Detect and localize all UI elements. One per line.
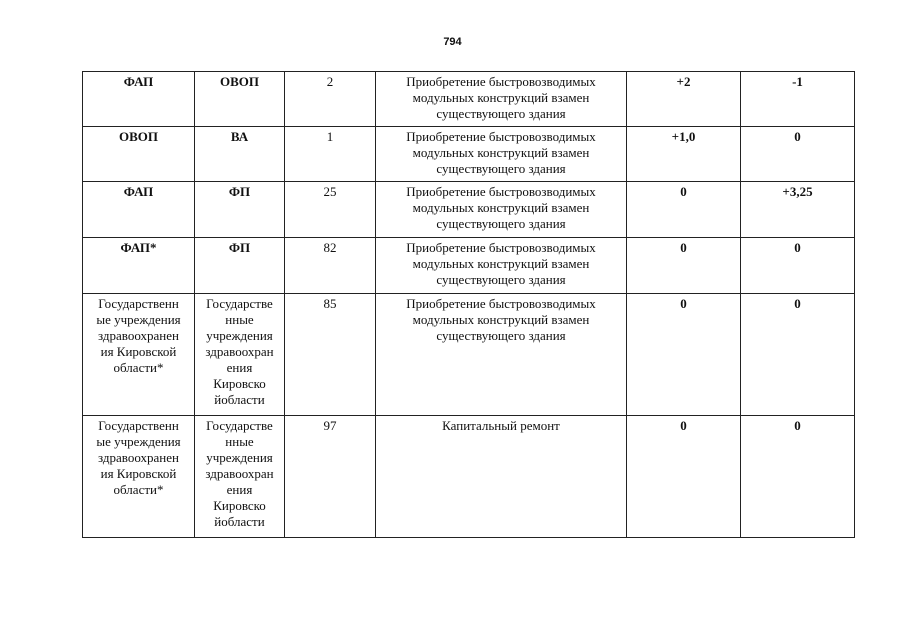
- value-1-cell: 0: [627, 238, 741, 294]
- value-2-cell: 0: [741, 294, 855, 416]
- action-text: Приобретение быстровозводимых модульных конструкций взамен существующего здания: [406, 129, 596, 176]
- to-cell: ВА: [195, 127, 285, 182]
- value-1-cell: 0: [627, 182, 741, 238]
- number-cell: 97: [285, 416, 376, 538]
- to-cell: ФП: [195, 238, 285, 294]
- value-1-cell: 0: [627, 294, 741, 416]
- from-cell: ФАП: [83, 72, 195, 127]
- value-1-cell: +2: [627, 72, 741, 127]
- number-cell: 82: [285, 238, 376, 294]
- value-2-cell: -1: [741, 72, 855, 127]
- number-cell: 25: [285, 182, 376, 238]
- action-cell: [376, 127, 627, 182]
- value-2-cell: 0: [741, 416, 855, 538]
- table-row: [83, 127, 855, 182]
- action-text: Приобретение быстровозводимых модульных конструкций взамен существующего здания: [406, 74, 596, 121]
- page-number: 794: [443, 36, 462, 48]
- table-row: [83, 238, 855, 294]
- action-text: Приобретение быстровозводимых модульных конструкций взамен существующего здания: [406, 184, 596, 231]
- number-cell: 1: [285, 127, 376, 182]
- from-cell: ФАП: [83, 182, 195, 238]
- table-row: [83, 182, 855, 238]
- value-2-cell: +3,25: [741, 182, 855, 238]
- action-cell: [376, 416, 627, 538]
- to-cell: ФП: [195, 182, 285, 238]
- action-text: Приобретение быстровозводимых модульных конструкций взамен существующего здания: [406, 296, 596, 343]
- value-1-cell: +1,0: [627, 127, 741, 182]
- value-1-cell: 0: [627, 416, 741, 538]
- from-text: Государственн ые учреждения здравоохранен ия Кировской области*: [96, 296, 181, 375]
- action-cell: [376, 294, 627, 416]
- restructuring-table: [82, 71, 855, 538]
- number-cell: 2: [285, 72, 376, 127]
- action-text: Приобретение быстровозводимых модульных конструкций взамен существующего здания: [406, 240, 596, 287]
- action-cell: [376, 238, 627, 294]
- from-cell: ФАП*: [83, 238, 195, 294]
- action-cell: [376, 182, 627, 238]
- to-text: Государстве нные учреждения здравоохран ения Кировско йобласти: [205, 296, 274, 407]
- to-text: Государстве нные учреждения здравоохран ения Кировско йобласти: [205, 418, 274, 529]
- from-cell: [83, 416, 195, 538]
- value-2-cell: 0: [741, 127, 855, 182]
- action-cell: [376, 72, 627, 127]
- value-2-cell: 0: [741, 238, 855, 294]
- to-cell: ОВОП: [195, 72, 285, 127]
- action-text: Капитальный ремонт: [442, 418, 560, 433]
- table-row: [83, 72, 855, 127]
- number-cell: 85: [285, 294, 376, 416]
- from-text: Государственн ые учреждения здравоохранен ия Кировской области*: [96, 418, 181, 497]
- to-cell: [195, 416, 285, 538]
- from-cell: ОВОП: [83, 127, 195, 182]
- from-cell: [83, 294, 195, 416]
- table-row: [83, 416, 855, 538]
- to-cell: [195, 294, 285, 416]
- table-row: [83, 294, 855, 416]
